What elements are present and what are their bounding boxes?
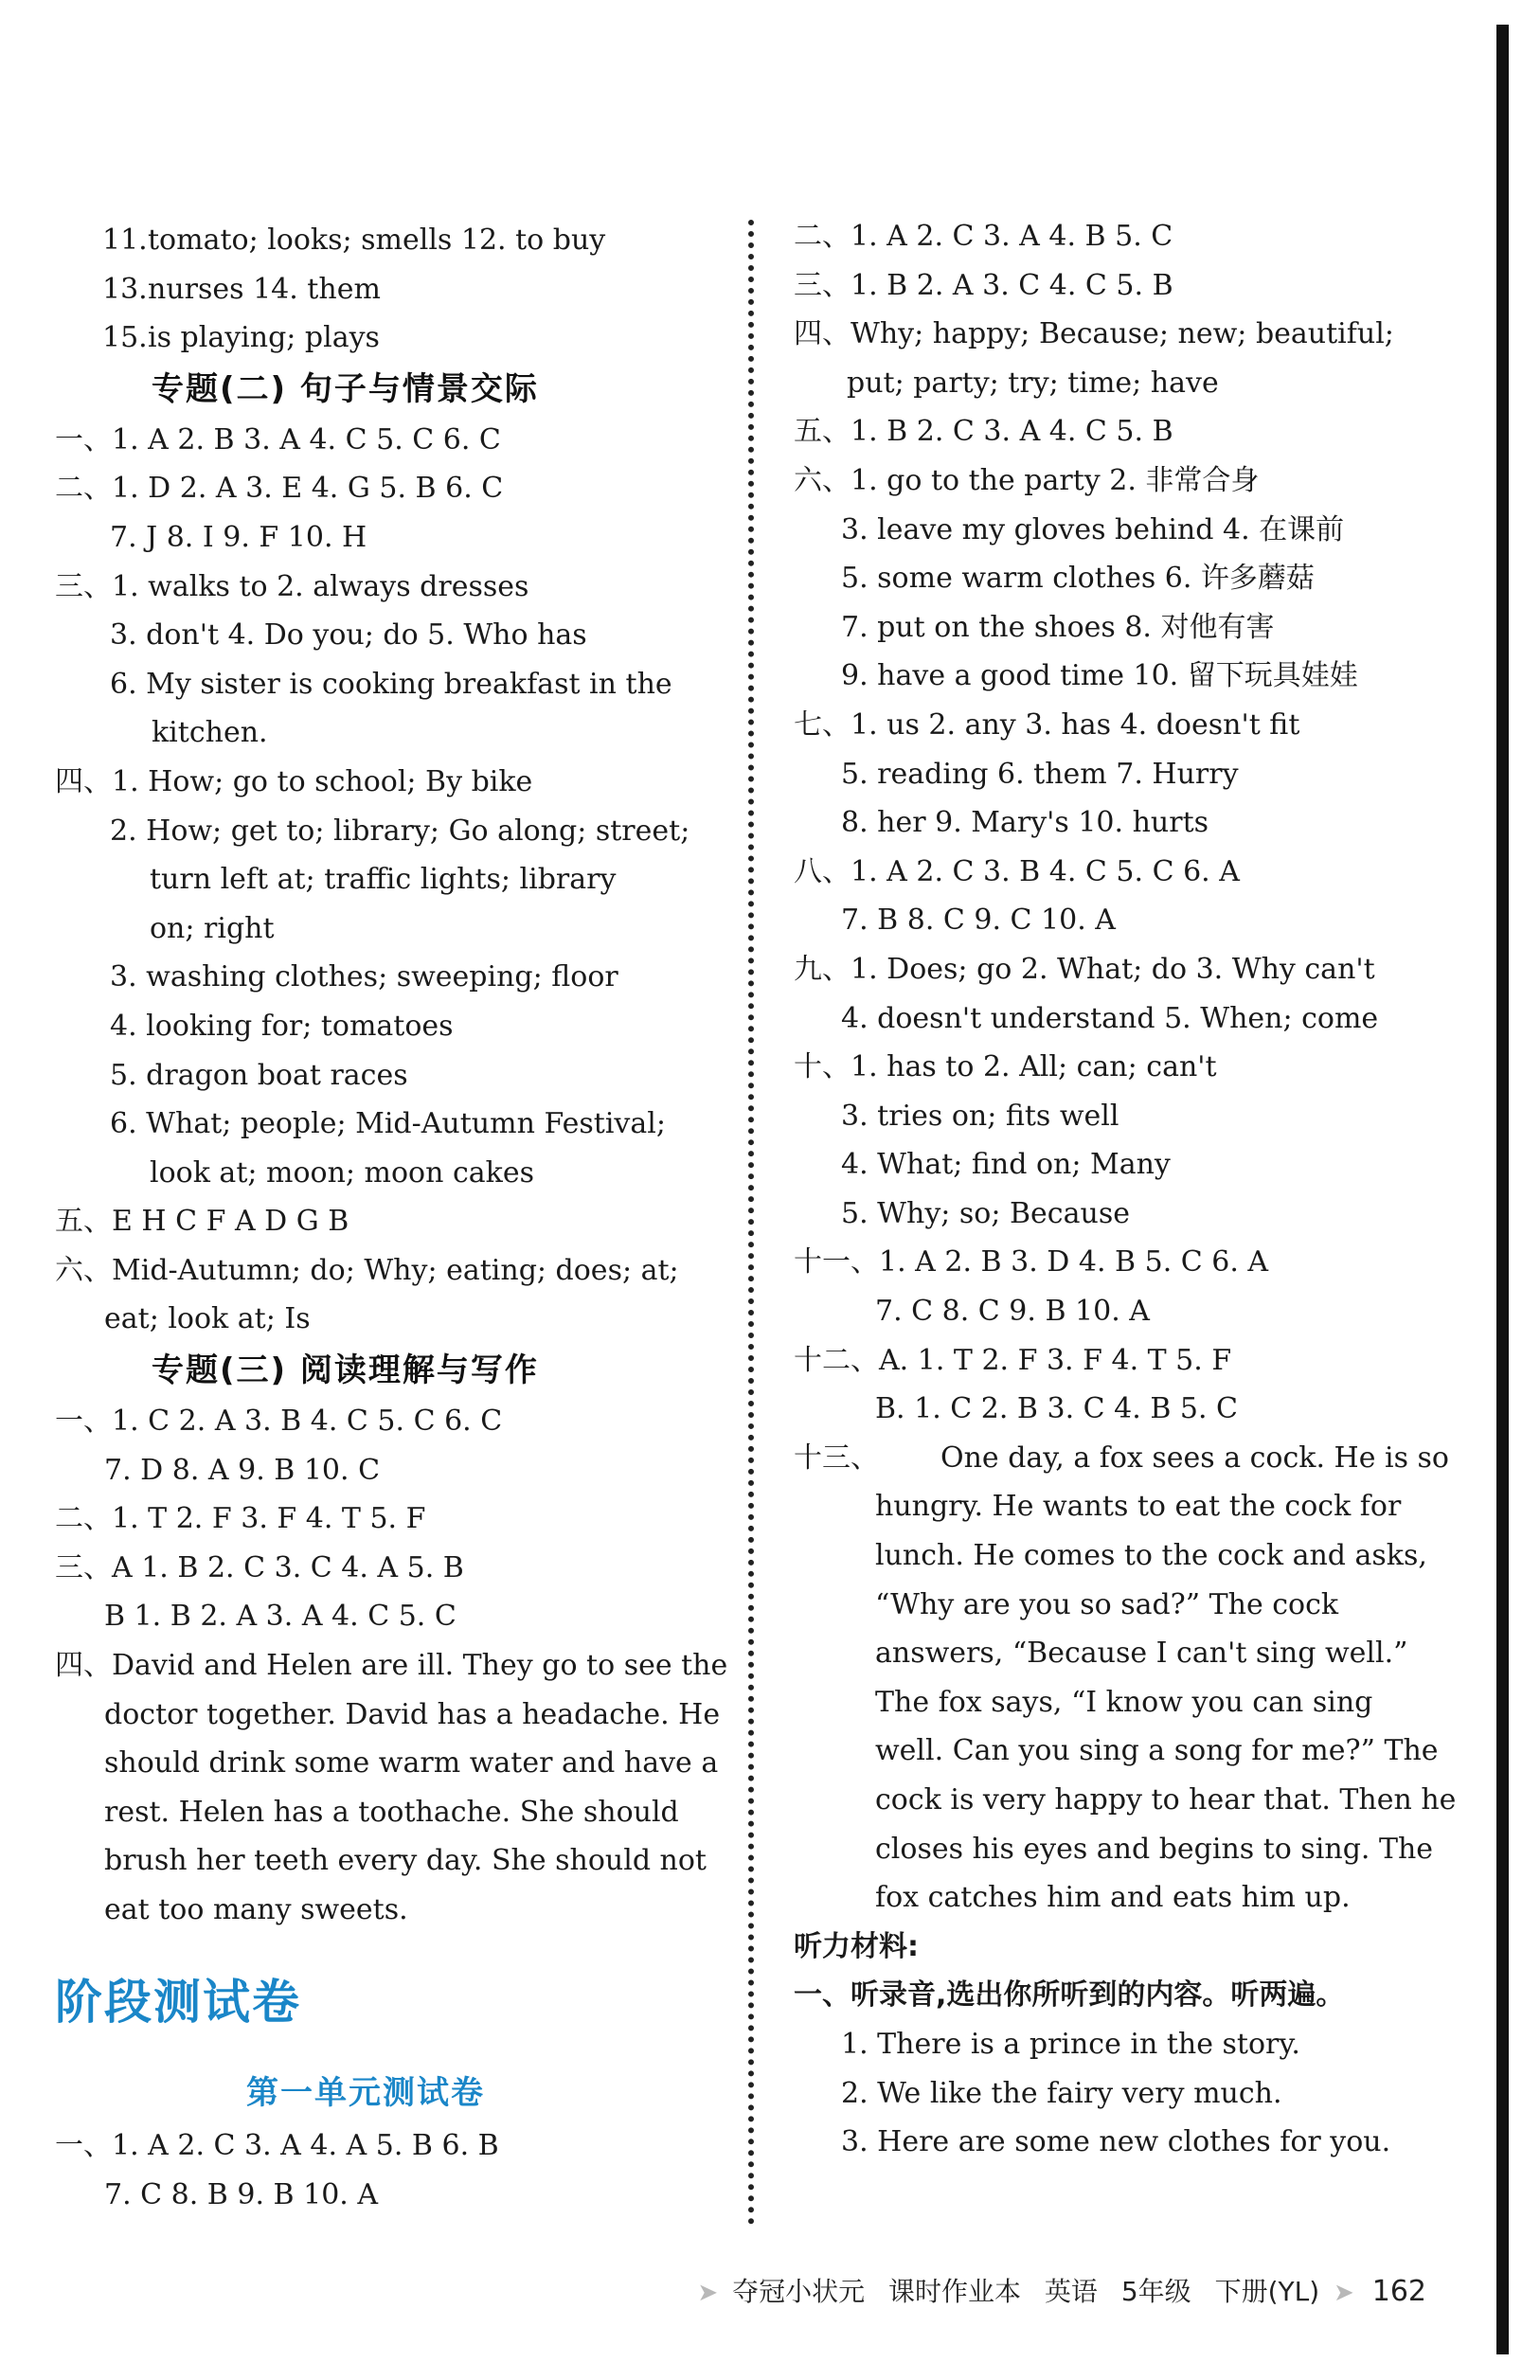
answer-line: 15.is playing; plays: [102, 321, 380, 355]
answer-line: 3. leave my gloves behind 4. 在课前: [841, 512, 1345, 546]
answer-line: 7. J 8. I 9. F 10. H: [110, 520, 367, 554]
answer-line: 7. D 8. A 9. B 10. C: [104, 1453, 381, 1487]
page-footer: [691, 2271, 1426, 2309]
answer-line: 二、1. D 2. A 3. E 4. G 5. B 6. C: [55, 472, 504, 506]
answer-line: 九、1. Does; go 2. What; do 3. Why can't: [794, 952, 1375, 986]
answer-line: B. 1. C 2. B 3. C 4. B 5. C: [875, 1392, 1239, 1426]
listening-question: 一、听录音,选出你所听到的内容。听两遍。: [794, 1978, 1345, 2013]
answer-line: 7. C 8. B 9. B 10. A: [104, 2177, 379, 2211]
right-column: [794, 212, 1457, 2167]
answer-line: rest. Helen has a toothache. She should: [104, 1795, 679, 1829]
left-column: [55, 216, 728, 1935]
footer-term: 下册(YL): [1214, 2276, 1320, 2307]
answer-line: 5. dragon boat races: [110, 1058, 408, 1092]
answer-line: 四、Why; happy; Because; new; beautiful;: [794, 317, 1394, 351]
unit-test-answers: [55, 2121, 718, 2219]
page-number: 162: [1371, 2275, 1426, 2308]
answer-line: 六、Mid-Autumn; do; Why; eating; does; at;: [55, 1253, 679, 1287]
answer-line: look at; moon; moon cakes: [150, 1155, 534, 1190]
answer-line: 3. tries on; fits well: [841, 1099, 1119, 1133]
answer-line: eat too many sweets.: [104, 1893, 408, 1926]
answer-line: 7. put on the shoes 8. 对他有害: [841, 610, 1275, 644]
answer-line: 11.tomato; looks; smells 12. to buy: [102, 224, 606, 257]
answer-line: put; party; try; time; have: [847, 366, 1219, 400]
topic-heading: 专题(三) 阅读理解与写作: [152, 1351, 539, 1390]
answer-line: doctor together. David has a headache. He: [104, 1697, 721, 1731]
answer-line: 三、A 1. B 2. C 3. C 4. A 5. B: [55, 1550, 464, 1584]
unit-test-title: 第一单元测试卷: [246, 2074, 485, 2112]
answer-line: 十、1. has to 2. All; can; can't: [794, 1050, 1217, 1084]
listening-line: 2. We like the fairy very much.: [841, 2076, 1282, 2110]
topic-heading: 专题(二) 句子与情景交际: [152, 369, 539, 408]
answer-line: 5. reading 6. them 7. Hurry: [841, 757, 1239, 791]
answer-line: 4. What; find on; Many: [841, 1148, 1171, 1182]
answer-line: turn left at; traffic lights; library: [150, 863, 617, 897]
answer-line: 二、1. A 2. C 3. A 4. B 5. C: [794, 220, 1173, 253]
answer-line: 二、1. T 2. F 3. F 4. T 5. F: [55, 1502, 426, 1536]
column-divider: [748, 220, 754, 2226]
answer-line: should drink some warm water and have a: [104, 1746, 719, 1781]
section-title: 阶段测试卷: [55, 1975, 301, 2030]
answer-line: 十二、A. 1. T 2. F 3. F 4. T 5. F: [794, 1343, 1232, 1377]
listening-material-title: 听力材料:: [794, 1929, 919, 1963]
answer-line: on; right: [150, 911, 275, 945]
footer-arrow-icon: ➤: [697, 2279, 719, 2307]
answer-line: 13.nurses 14. them: [102, 272, 381, 306]
footer-brand: 夺冠小状元: [732, 2276, 866, 2307]
answer-line: “Why are you so sad?” The cock: [875, 1587, 1339, 1621]
answer-line: closes his eyes and begins to sing. The: [875, 1832, 1434, 1866]
answer-line: B 1. B 2. A 3. A 4. C 5. C: [104, 1600, 457, 1634]
answer-line: answers, “Because I can't sing well.”: [875, 1637, 1408, 1671]
answer-line: 4. looking for; tomatoes: [110, 1009, 454, 1043]
answer-line: 6. What; people; Mid-Autumn Festival;: [110, 1107, 666, 1141]
answer-line: 一、1. C 2. A 3. B 4. C 5. C 6. C: [55, 1405, 503, 1439]
answer-line: kitchen.: [152, 716, 268, 750]
answer-line: 7. B 8. C 9. C 10. A: [841, 904, 1116, 938]
answer-line: 三、1. walks to 2. always dresses: [55, 569, 529, 603]
answer-line: 4. doesn't understand 5. When; come: [841, 1001, 1379, 1035]
answer-line: 8. her 9. Mary's 10. hurts: [841, 806, 1209, 840]
answer-line: cock is very happy to hear that. Then he: [875, 1783, 1457, 1816]
answer-line: 5. Why; so; Because: [841, 1196, 1130, 1230]
answer-line: 一、1. A 2. B 3. A 4. C 5. C 6. C: [55, 422, 501, 456]
footer-book: 课时作业本: [887, 2276, 1021, 2307]
answer-line: 3. washing clothes; sweeping; floor: [110, 960, 618, 994]
answer-line: hungry. He wants to eat the cock for: [875, 1490, 1402, 1524]
answer-line: 一、1. A 2. C 3. A 4. A 5. B 6. B: [55, 2129, 499, 2162]
answer-line: 四、David and Helen are ill. They go to see the: [55, 1649, 728, 1683]
page-edge-rule: [1496, 25, 1509, 2354]
answer-line: 十三、 One day, a fox sees a cock. He is so: [794, 1441, 1449, 1475]
answer-line: lunch. He comes to the cock and asks,: [875, 1539, 1427, 1573]
answer-line: 三、1. B 2. A 3. C 4. C 5. B: [794, 268, 1173, 302]
answer-line: eat; look at; Is: [104, 1302, 311, 1336]
answer-line: 五、E H C F A D G B: [55, 1205, 349, 1239]
answer-line: 七、1. us 2. any 3. has 4. doesn't fit: [794, 707, 1300, 742]
answer-line: 四、1. How; go to school; By bike: [55, 764, 533, 798]
answer-line: The fox says, “I know you can sing: [875, 1685, 1373, 1719]
answer-line: 6. My sister is cooking breakfast in the: [110, 667, 672, 701]
footer-grade: 5年级: [1120, 2276, 1191, 2307]
answer-line: 3. don't 4. Do you; do 5. Who has: [110, 618, 587, 653]
footer-arrow-icon: ➤: [1334, 2279, 1354, 2307]
answer-line: 7. C 8. C 9. B 10. A: [875, 1295, 1150, 1329]
answer-line: 八、1. A 2. C 3. B 4. C 5. C 6. A: [794, 854, 1240, 888]
listening-line: 1. There is a prince in the story.: [841, 2027, 1300, 2061]
footer-subject: 英语: [1044, 2276, 1098, 2307]
answer-line: 十一、1. A 2. B 3. D 4. B 5. C 6. A: [794, 1245, 1269, 1279]
answer-line: fox catches him and eats him up.: [875, 1881, 1351, 1915]
answer-line: 9. have a good time 10. 留下玩具娃娃: [841, 659, 1358, 693]
answer-line: brush her teeth every day. She should not: [104, 1844, 707, 1878]
answer-line: 六、1. go to the party 2. 非常合身: [794, 463, 1260, 497]
answer-line: 五、1. B 2. C 3. A 4. C 5. B: [794, 415, 1173, 449]
answer-line: 2. How; get to; library; Go along; street;: [110, 814, 690, 848]
answer-line: well. Can you sing a song for me?” The: [875, 1734, 1439, 1768]
listening-line: 3. Here are some new clothes for you.: [841, 2125, 1391, 2159]
answer-line: 5. some warm clothes 6. 许多蘑菇: [841, 562, 1315, 596]
